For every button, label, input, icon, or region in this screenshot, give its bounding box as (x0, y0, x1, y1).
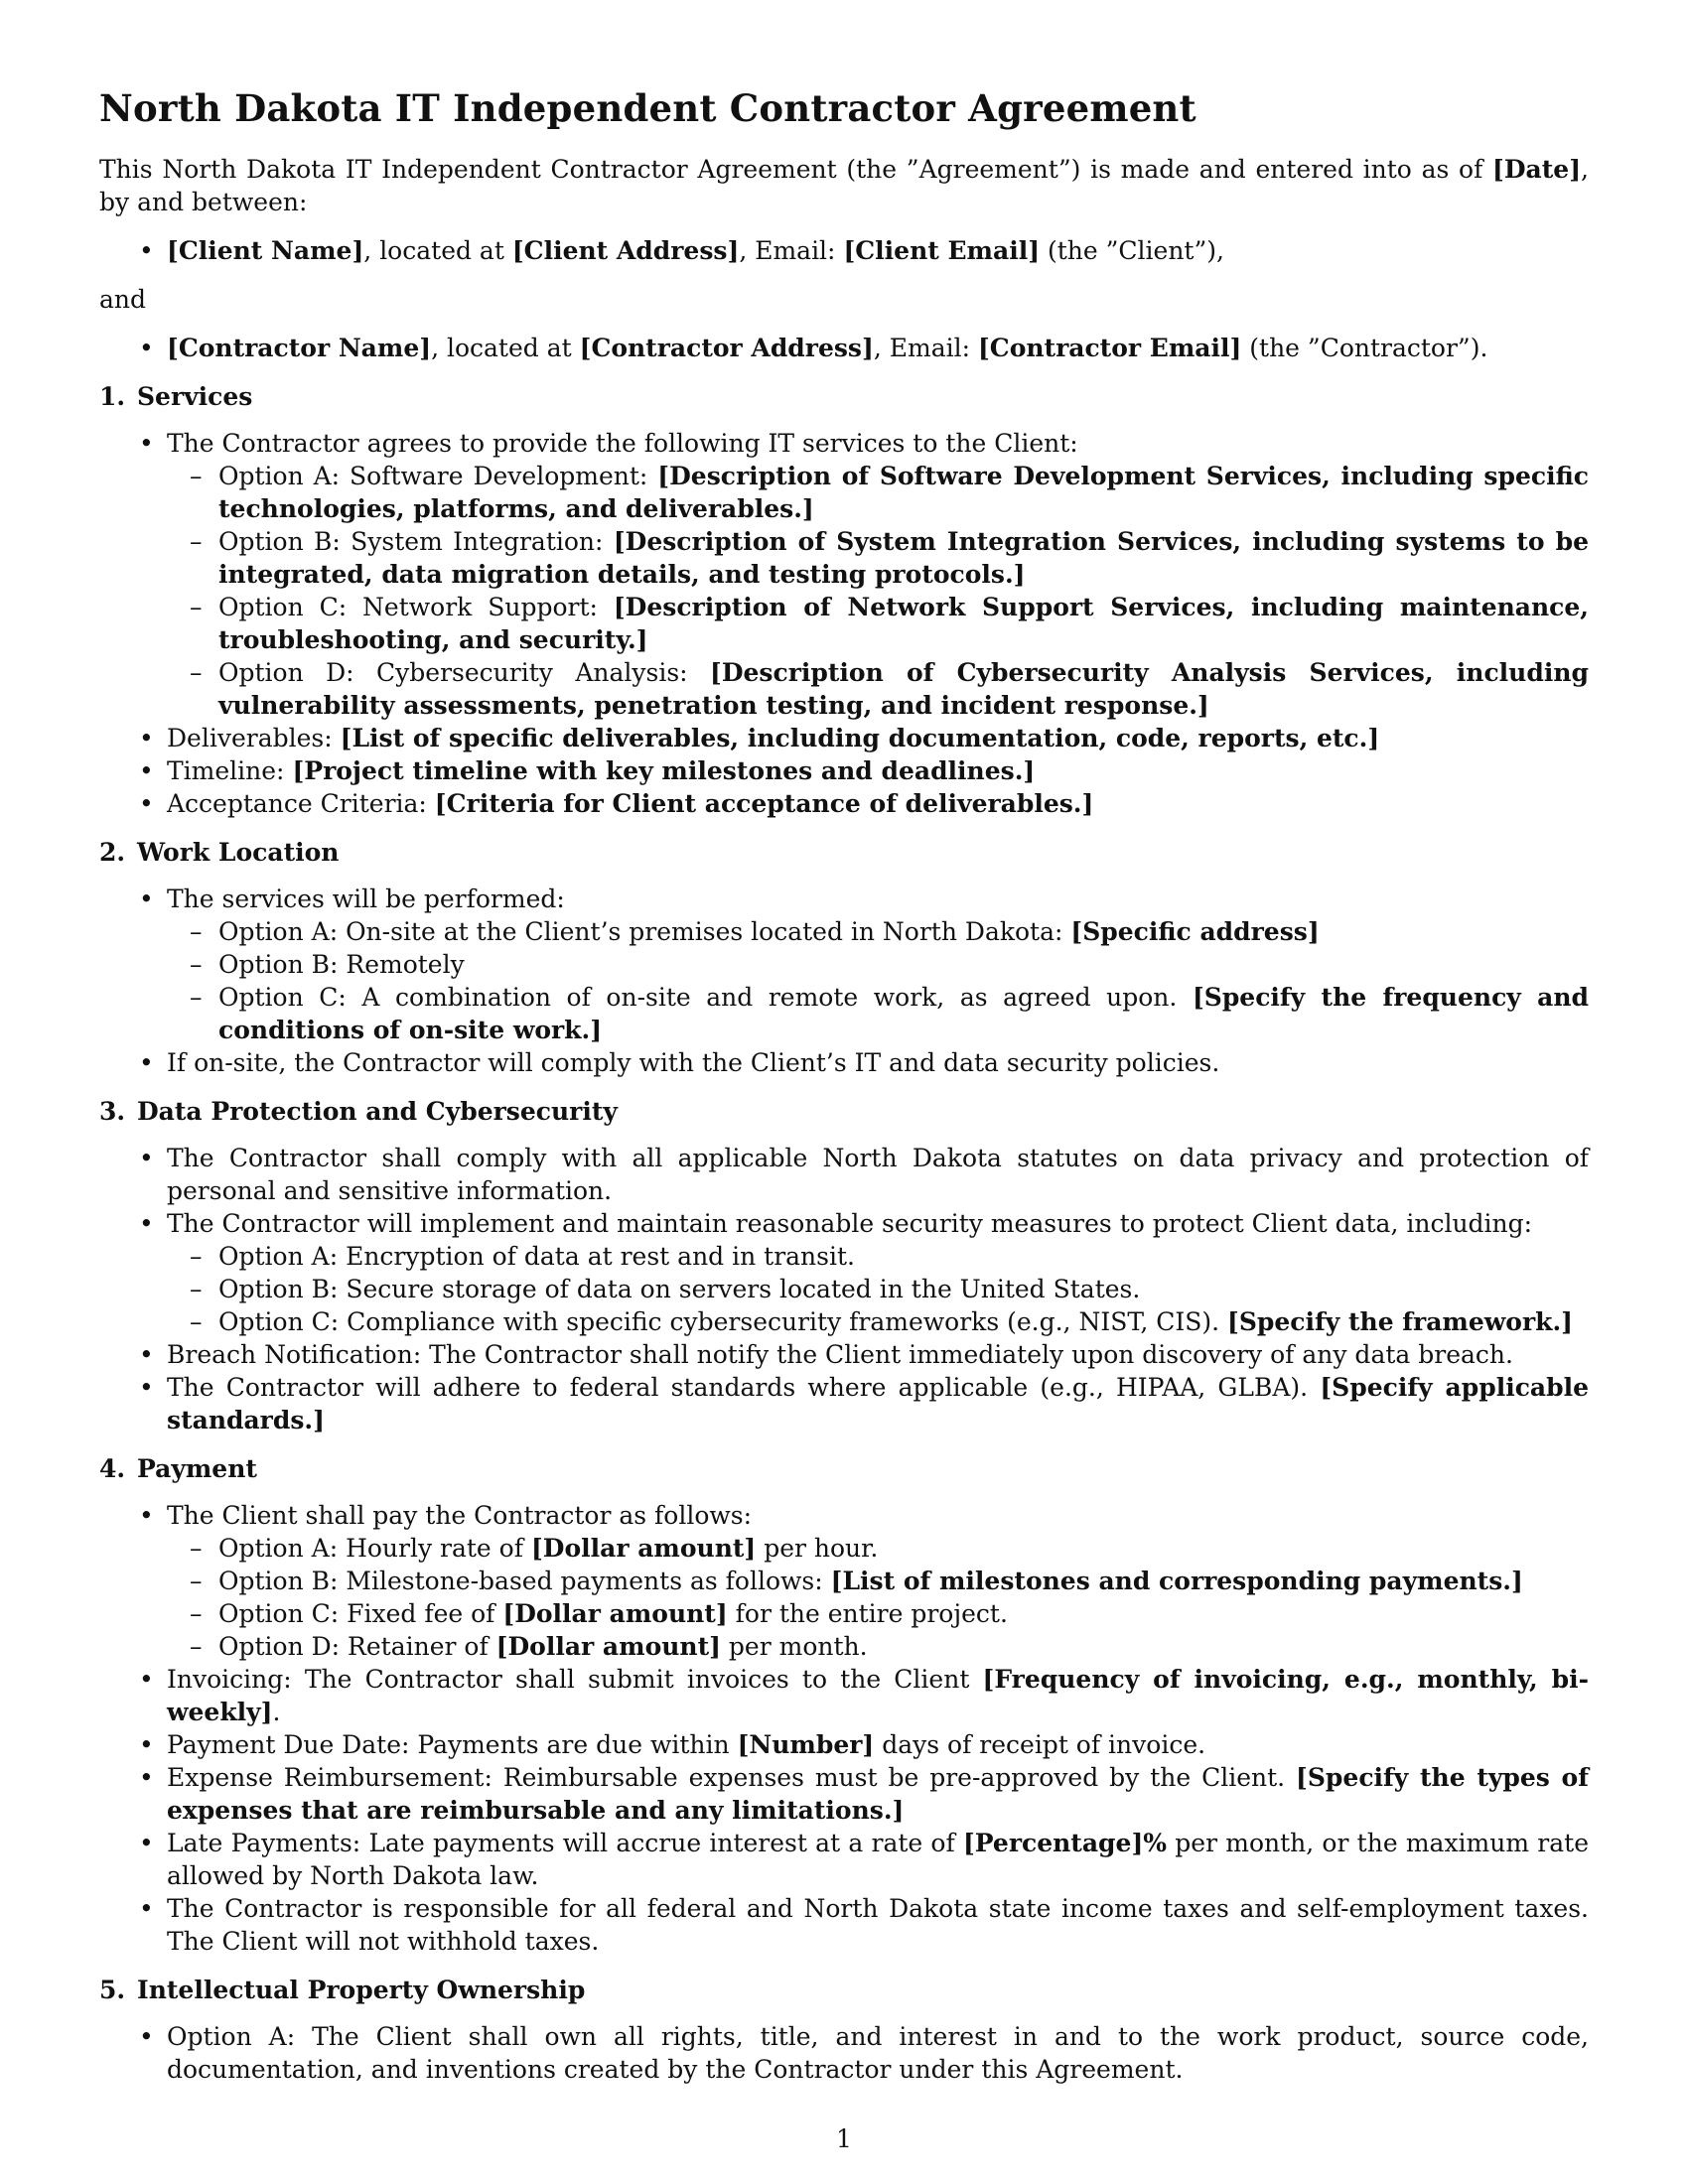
option-item (159, 948, 1589, 981)
intro-text: This North Dakota IT Independent Contractor Agreement (the ”Agreement”) is made and entered into as of (99, 155, 1493, 184)
option-item (159, 1565, 1589, 1597)
list-item-text: The Contractor agrees to provide the following IT services to the Client: (167, 429, 1078, 458)
list-item (99, 1761, 1589, 1827)
list-item (99, 1371, 1589, 1436)
intro-paragraph (99, 153, 1589, 218)
option-label: Option A: Software Development: (218, 462, 658, 490)
section-list (99, 427, 1589, 820)
option-label: Option C: Fixed fee of (218, 1599, 503, 1628)
option-placeholder: [List of milestones and corresponding payments.] (830, 1567, 1523, 1595)
list-item-label-end: . (272, 1698, 281, 1726)
section-title: Services (137, 382, 253, 411)
option-list (159, 1532, 1589, 1663)
section-list (99, 1142, 1589, 1436)
list-item-label-end: per month, or the maximum rate allowed by North Dakota law. (167, 1829, 1589, 1890)
list-item (99, 2020, 1589, 2086)
option-label: Option A: Encryption of data at rest and in transit. (218, 1242, 855, 1271)
option-label: Option A: Hourly rate of (218, 1534, 531, 1563)
list-item (99, 1207, 1589, 1338)
list-item-label: Invoicing: The Contractor shall submit invoices to the Client (167, 1665, 983, 1694)
list-item-label: Payment Due Date: Payments are due within (167, 1730, 738, 1759)
option-label: Option C: Compliance with specific cybersecurity frameworks (e.g., NIST, CIS). (218, 1307, 1227, 1336)
option-item (159, 981, 1589, 1046)
option-item (159, 460, 1589, 525)
contractor-address: [Contractor Address] (579, 334, 874, 362)
option-item (159, 656, 1589, 722)
list-item-label: Deliverables: (167, 724, 341, 752)
section-heading (99, 1974, 1589, 2006)
list-item (99, 1663, 1589, 1728)
list-item-text: If on-site, the Contractor will comply with the Client’s IT and data security policies. (167, 1048, 1220, 1077)
list-item (99, 754, 1589, 787)
section-number: 4. (99, 1454, 126, 1483)
section-heading (99, 380, 1589, 413)
option-label: Option B: Remotely (218, 950, 465, 979)
option-item (159, 1532, 1589, 1565)
list-item-label: Late Payments: Late payments will accrue interest at a rate of (167, 1829, 963, 1857)
client-suffix: (the ”Client”), (1040, 236, 1224, 265)
option-placeholder: [Dollar amount] (502, 1599, 728, 1628)
client-email-label: , Email: (739, 236, 844, 265)
option-placeholder: [Dollar amount] (530, 1534, 757, 1563)
section-list (99, 883, 1589, 1079)
contractor-email: [Contractor Email] (977, 334, 1242, 362)
option-item (159, 1240, 1589, 1273)
client-located-label: , located at (363, 236, 512, 265)
option-label: Option B: System Integration: (218, 527, 614, 556)
page-number: 1 (836, 2124, 852, 2153)
list-item-placeholder: [Specify the types of expenses that are reimbursable and any limitations.] (167, 1763, 1589, 1825)
section-number: 3. (99, 1097, 126, 1126)
option-label: Option D: Retainer of (218, 1632, 496, 1661)
list-item-placeholder: [Project timeline with key milestones and deadlines.] (292, 756, 1036, 785)
option-label-end: for the entire project. (727, 1599, 1008, 1628)
list-item-text: The Client shall pay the Contractor as follows: (167, 1501, 753, 1530)
list-item-placeholder: [List of specific deliverables, including documentation, code, reports, etc.] (340, 724, 1380, 752)
list-item (99, 1338, 1589, 1371)
list-item-placeholder: [Number] (737, 1730, 875, 1759)
option-label-end: per month. (720, 1632, 868, 1661)
option-item (159, 1597, 1589, 1630)
section-heading (99, 1095, 1589, 1128)
section-number: 5. (99, 1976, 126, 2004)
section-data-protection (99, 1095, 1589, 1436)
list-item (99, 1728, 1589, 1761)
list-item (99, 883, 1589, 1046)
list-item (99, 722, 1589, 754)
option-placeholder: [Specify the frequency and conditions of on-site work.] (218, 983, 1589, 1044)
option-placeholder: [Specify the framework.] (1227, 1307, 1574, 1336)
list-item-text: The Contractor is responsible for all federal and North Dakota state income taxes and self-employment taxes. The Client will not withhold taxes. (167, 1894, 1589, 1956)
section-heading (99, 1452, 1589, 1485)
list-item (99, 1892, 1589, 1958)
option-label: Option C: Network Support: (218, 593, 614, 621)
list-item-label: Expense Reimbursement: Reimbursable expenses must be pre-approved by the Client. (167, 1763, 1297, 1792)
option-placeholder: [Description of Software Development Services, including specific technologies, platforms, and deliverables.] (218, 462, 1589, 523)
list-item-placeholder: [Frequency of invoicing, e.g., monthly, bi-weekly] (167, 1665, 1589, 1726)
option-list (159, 915, 1589, 1046)
date-placeholder: [Date] (1492, 155, 1582, 184)
and-word: and (99, 285, 147, 314)
section-list (99, 1499, 1589, 1958)
contractor-suffix: (the ”Contractor”). (1241, 334, 1488, 362)
list-item-text: The Contractor will implement and maintain reasonable security measures to protect Client data, including: (167, 1209, 1533, 1238)
option-item (159, 1273, 1589, 1305)
contractor-name: [Contractor Name] (167, 334, 432, 362)
list-item (99, 1142, 1589, 1207)
option-placeholder: [Description of Network Support Services, including maintenance, troubleshooting, and security.] (218, 593, 1589, 654)
option-list (159, 460, 1589, 722)
list-item (99, 1827, 1589, 1892)
list-item-label-end: days of receipt of invoice. (874, 1730, 1206, 1759)
section-intellectual-property (99, 1974, 1589, 2086)
client-email: [Client Email] (843, 236, 1041, 265)
list-item-placeholder: [Criteria for Client acceptance of deliverables.] (434, 789, 1094, 818)
option-item (159, 915, 1589, 948)
contractor-party-list (99, 332, 1589, 364)
section-title: Data Protection and Cybersecurity (137, 1097, 618, 1126)
option-placeholder: [Description of System Integration Services, including systems to be integrated, data migration details, and testing protocols.] (218, 527, 1589, 589)
section-list (99, 2020, 1589, 2086)
section-title: Payment (137, 1454, 257, 1483)
list-item (99, 1046, 1589, 1079)
client-address: [Client Address] (511, 236, 740, 265)
list-item-placeholder: [Specify applicable standards.] (167, 1373, 1589, 1434)
intro-text-end: , by and between: (99, 155, 1589, 216)
document-title: North Dakota IT Independent Contractor Agreement (99, 86, 1196, 130)
list-item-label: Timeline: (167, 756, 293, 785)
list-item (99, 787, 1589, 820)
option-label: Option B: Milestone-based payments as follows: (218, 1567, 831, 1595)
section-heading (99, 836, 1589, 869)
list-item-label: The Contractor will adhere to federal standards where applicable (e.g., HIPAA, GLBA). (167, 1373, 1321, 1402)
list-item-text: The services will be performed: (167, 885, 565, 913)
section-services (99, 380, 1589, 820)
list-item-text: Breach Notification: The Contractor shall notify the Client immediately upon discovery of any data breach. (167, 1340, 1513, 1369)
section-title: Intellectual Property Ownership (137, 1976, 586, 2004)
option-item (159, 1630, 1589, 1663)
option-label: Option A: On-site at the Client’s premises located in North Dakota: (218, 917, 1071, 946)
section-work-location (99, 836, 1589, 1079)
section-payment (99, 1452, 1589, 1958)
option-item (159, 525, 1589, 591)
list-item (99, 1499, 1589, 1663)
section-title: Work Location (137, 838, 340, 867)
list-item-placeholder: [Percentage]% (962, 1829, 1168, 1857)
option-label: Option D: Cybersecurity Analysis: (218, 658, 711, 687)
option-label: Option B: Secure storage of data on servers located in the United States. (218, 1275, 1141, 1303)
contractor-party (99, 332, 1589, 364)
client-name: [Client Name] (167, 236, 364, 265)
option-label-end: per hour. (756, 1534, 879, 1563)
option-placeholder: [Description of Cybersecurity Analysis Services, including vulnerability assessments, penetration testing, and incident response.] (218, 658, 1589, 720)
option-placeholder: [Dollar amount] (495, 1632, 721, 1661)
option-list (159, 1240, 1589, 1338)
option-placeholder: [Specific address] (1070, 917, 1320, 946)
section-number: 1. (99, 382, 126, 411)
option-item (159, 1305, 1589, 1338)
option-item (159, 591, 1589, 656)
client-party (99, 234, 1589, 267)
list-item-text: Option A: The Client shall own all rights, title, and interest in and to the work product, source code, documentation, and inventions created by the Contractor under this Agreement. (167, 2022, 1589, 2084)
contractor-email-label: , Email: (873, 334, 978, 362)
contractor-located-label: , located at (431, 334, 580, 362)
document-page (99, 85, 1589, 2086)
list-item-label: Acceptance Criteria: (167, 789, 435, 818)
list-item-text: The Contractor shall comply with all applicable North Dakota statutes on data privacy and protection of personal and sensitive information. (167, 1144, 1589, 1205)
option-label: Option C: A combination of on-site and remote work, as agreed upon. (218, 983, 1193, 1012)
list-item (99, 427, 1589, 722)
section-number: 2. (99, 838, 126, 867)
client-party-list (99, 234, 1589, 267)
